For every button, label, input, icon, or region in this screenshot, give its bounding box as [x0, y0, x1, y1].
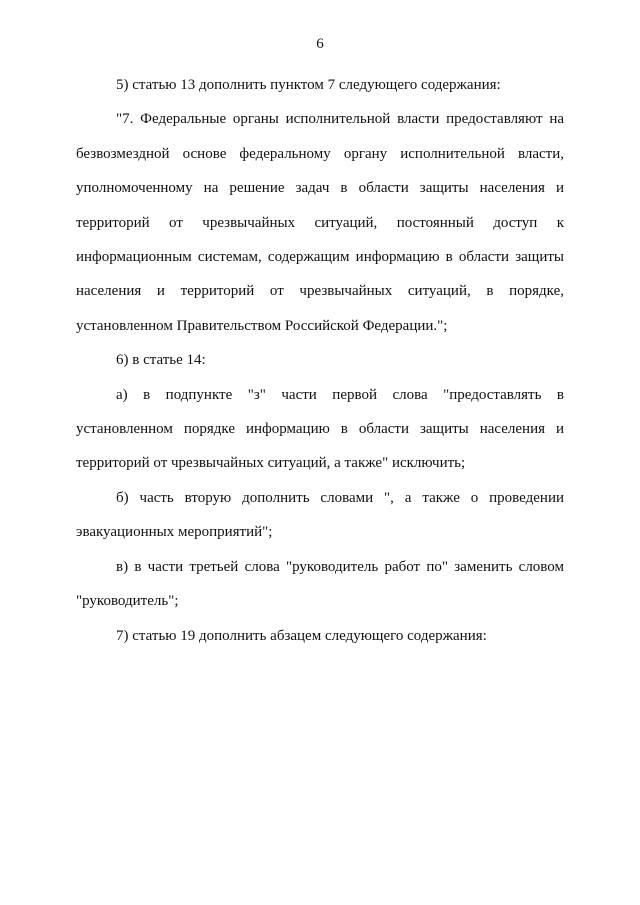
paragraph-subitem-v: в) в части третьей слова "руководитель работ по" заменить словом "руководитель"; [76, 558, 564, 610]
paragraph-subitem-a: а) в подпункте "з" части первой слова "предоставлять в установленном порядке информацию в области защиты населения и территорий от чрезвычайных ситуаций, а также" исключить; [76, 386, 564, 472]
paragraph-item-7-article-19: 7) статью 19 дополнить абзацем следующего содержания: [116, 627, 487, 644]
paragraph-subitem-b: б) часть вторую дополнить словами ", а также о проведении эвакуационных мероприятий"; [76, 489, 564, 541]
page-number: 6 [316, 36, 324, 52]
document-body [76, 68, 564, 653]
paragraph-item-6-article-14: 6) в статье 14: [116, 352, 206, 369]
paragraph-item-5-article-13: 5) статью 13 дополнить пунктом 7 следующего содержания: [116, 77, 501, 93]
paragraph-quoted-point-7: "7. Федеральные органы исполнительной власти предоставляют на безвозмездной основе федеральному органу исполнительной власти, уполномоченному на решение задач в области защиты населения и территорий от чрезвычайных ситуаций, постоянный доступ к информационным системам, содержащим информацию в области защиты населения и территорий от чрезвычайных ситуаций, в порядке, установленном Правительством Российской Федерации."; [76, 111, 564, 334]
